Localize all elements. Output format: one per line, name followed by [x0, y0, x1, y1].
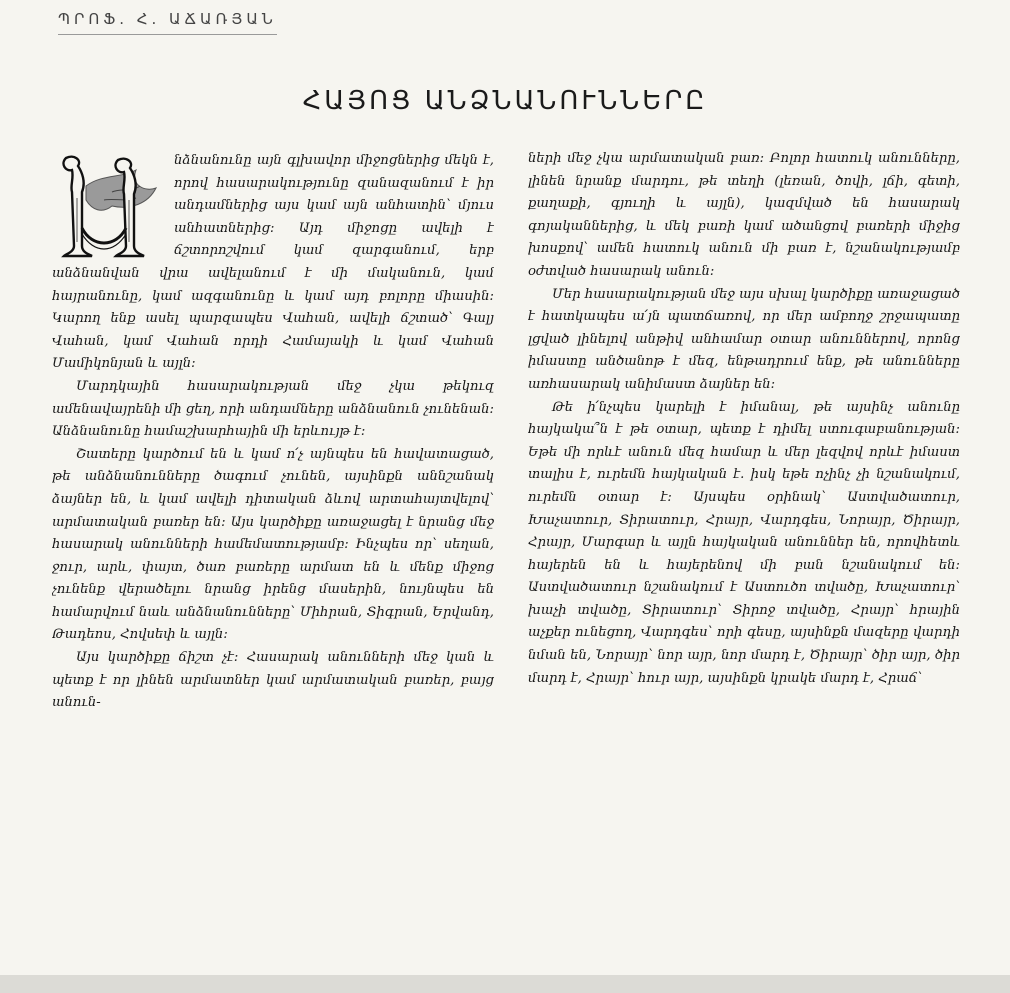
paragraph: Շատերը կարծում են և կամ ո՛չ այնպես են հավատացած, թե անձնանունները ծագում չունեն, այսինքն աննշանակ ձայներ են, և կամ ավելի դիտական ձևով արտահայտվելով՝ արմատական բառեր են: Այս կարծիքը առաջացել է նրանց մեջ հասարակ անունների համեմատությամբ: Ինչպես որ՝ սեղան, ջուր, արև, փայտ, ծառ բառերը արմատ են և մենք միջոց չունենք վերածելու նրանց իրենց մասերին, նույնպես են համարվում նաև անձնանունները՝ Միհրան, Տիգրան, Երվանդ, Թադեոս, Հովսեփ և այլն:	[52, 446, 494, 643]
ornamental-dropcap	[52, 152, 164, 260]
article-title: ՀԱՅՈՑ ԱՆՁՆԱՆՈՒՆՆԵՐԸ	[302, 86, 708, 116]
paragraph: Մեր հասարակության մեջ այս սխալ կարծիքը առաջացած է հատկապես ա՛յն պատճառով, որ մեր ամբողջ շրջապատը լցված լինելով անթիվ անհամար օտար անուններով, որոնց իմաստը անծանոթ է մեզ, ենթադրում ենք, թե անունները առհասարակ անիմաստ ձայներ են:	[528, 286, 960, 392]
paragraph: նձնանունը այն գլխավոր միջոցներից մեկն է, որով հասարակությունը զանազանում է իր անդամներից այս կամ այն անհատին՝ մյուս անհատներից: Այդ միջոցը ավելի է ճշտորոշվում կամ զարգանում, երբ անձնանվան վրա ավելանում է մի մականուն, կամ հայրանունը, կամ ազգանունը և կամ այդ բոլորը միասին: Կարող ենք ասել պարզապես Վահան, ավելի ճշտած՝ Գալյ Վահան, կամ Վահան որդի Համայակի և կամ Վահան Մամիկոնյան և այլն:	[52, 153, 494, 372]
author-line: ՊՐՈՖ. Հ. ԱՃԱՌՅԱՆ	[58, 10, 277, 35]
paragraph: ների մեջ չկա արմատական բառ: Բոլոր հատուկ անունները, լինեն նրանք մարդու, թե տեղի (լեռան, ծովի, լճի, գետի, քաղաքի, գյուղի և այլն), կազմված են հասարակ գոյականներից, և մեկ բառի կամ ածանցով բառերի միջից խոսքով՝ ամեն հատուկ անուն մի բառ է, նշանակությամբ օժտված հասարակ անուն:	[528, 151, 960, 279]
scan-bottom-edge	[0, 975, 1010, 993]
right-column	[528, 148, 960, 960]
paragraph: Թե ի՛նչպես կարելի է իմանալ, թե այսինչ անունը հայկակա՞ն է թե օտար, պետք է դիմել ստուգաբանության: Եթե մի որևէ անուն մեզ համար և մեր լեզվով որևէ իմաստ տալիս է, ուրեմն հայկական է. իսկ եթե ոչինչ չի նշանակում, ուրեմն օտար է: Այսպես օրինակ՝ Աստվածատուր, Խաչատուր, Տիրատուր, Հրայր, Վարդգես, Նորայր, Ծիրայր, Հրայր, Մարգար և այլն հայկական անուններ են, որովհետև հայերեն են և հայերենով մի բան նշանակում են: Աստվածատուր նշանակում է Աստուծո տվածը, Խաչատուր՝ խաչի տվածը, Տիրատուր՝ Տիրոջ տվածը, Հրայր՝ հրային աչքեր ունեցող, Վարդգես՝ որի գեսը, այսինքն մազերը վարդի նման են, Նորայր՝ նոր այր, նոր մարդ է, Ծիրայր՝ ծիր այր, ծիր մարդ է, Հրայր՝ հուր այր, այսինքն կրակե մարդ է, Հրաճ՝	[528, 399, 960, 686]
paragraph: Այս կարծիքը ճիշտ չէ: Հասարակ անունների մեջ կան և պետք է որ լինեն արմատներ կամ արմատական բառեր, բայց անուն-	[52, 650, 494, 711]
left-column	[52, 150, 494, 962]
dropcap-ornament-icon	[52, 152, 164, 260]
paragraph: Մարդկային հասարակության մեջ չկա թեկուզ ամենավայրենի մի ցեղ, որի անդամները անձնանուն չունենան: Անձնանունը համաշխարհային մի երևույթ է:	[52, 378, 494, 440]
